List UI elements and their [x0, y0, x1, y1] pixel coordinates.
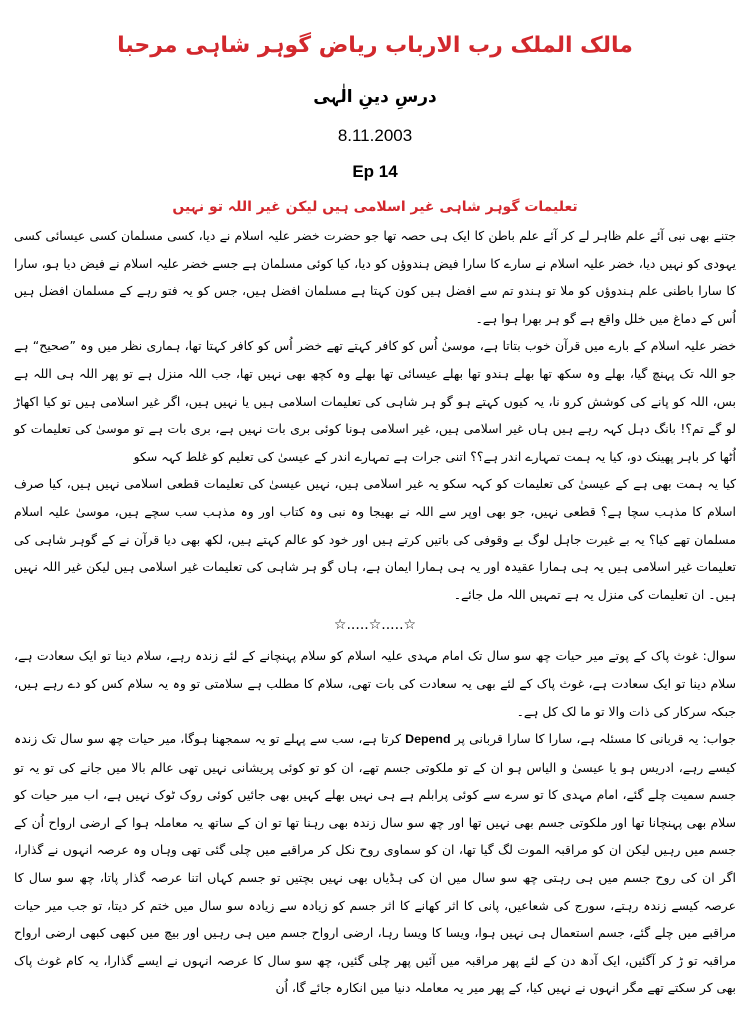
star-separator: ☆.....☆.....☆ — [333, 617, 417, 634]
paragraph-2: خضر علیہ اسلام کے بارے میں قرآن خوب بتاتا ہے، موسیٰ اُس کو کافر کہتے تھے خضر اُس کو کافر کہتا تھا، ہماری نظر میں وہ ”صحیح“ ہے جو اللہ تک پہنچ گیا، بھلے وہ سکھ تھا بھلے ہندو تھا بھلے عیسائی تھا بھلے وہ کچھ بھی نہیں تھا، جب اللہ منزل ہے تو پھر اللہ ہی اللہ ہے بس، اللہ کو پانے کی کوشش کرو نا، یہ کیوں کہتے ہو گو ہر شاہی کی تعلیمات اسلامی ہیں یا نہیں ہیں، اگر غیر اسلامی ہیں تو کیا اکھاڑ لو گے تم؟! بانگ دہل کہہ رہے ہیں ہاں غیر اسلامی ہیں، غیر اسلامی ہونا کوئی بری بات نہیں ہے، بری بات ہے تو موسیٰ کی تعلیمات کو اُٹھا کر باہر پھینک دو، کیا یہ ہمت تمہارے اندر ہے؟؟ اتنی جرات ہے تمہارے اندر کے عیسیٰ کی تعلیم کو غلط کہہ سکو — [14, 338, 736, 464]
question-paragraph: سوال: غوث پاک کے پوتے میر حیات چھ سو سال تک امام مہدی علیہ اسلام کو سلام پہنچانے کے لئے زندہ رہے، سلام دینا تو ایک سعادت ہے، سلام دینا تو ایک سعادت ہے، غوث پاک کے لئے بھی یہ سعادت کی بات تھی، سلام کا مطلب ہے سلامتی تو وہ یہ سلام کس کو دے رہے ہیں، جبکہ سرکار کی ذات والا تو ما لک کل ہے۔ — [14, 648, 736, 719]
paragraph-3: کیا یہ ہمت بھی ہے کے عیسیٰ کی تعلیمات کو کہہ سکو یہ غیر اسلامی ہیں، نہیں عیسیٰ کی تعلیمات قطعی اسلامی نہیں ہیں، کیا صرف اسلام کا مذہب سچا ہے؟ قطعی نہیں، جو بھی اوپر سے اللہ نے بھیجا وہ نبی وہ کتاب اور وہ مذہب سب سچے ہیں، موسیٰ علیہ اسلام مسلمان تھے کیا؟ یہ بے غیرت جاہل لوگ بے وقوفی کی باتیں کرتے ہیں اور خود کو عالم کہتے ہیں، لکھ بھی دیا قرآن نے کے گوہر شاہی کی تعلیمات غیر اسلامی ہیں یہ ہی ہمارا عقیدہ اور یہ ہی ہمارا ایمان ہے، ہاں گو ہر شاہی کی تعلیمات غیر اسلامی ہیں لیکن غیر اللہ نہیں ہیں۔ ان تعلیمات کی منزل یہ ہے تمہیں اللہ مل جائے۔ — [14, 476, 736, 602]
answer-latin-word: Depend — [405, 732, 451, 747]
answer-paragraph — [14, 725, 736, 1002]
answer-prefix: جواب: یہ قربانی کا مسئلہ ہے، سارا کا سارا قربانی پر — [454, 731, 736, 747]
page-title: مالک الملک رب الارباب ریاض گوہر شاہی مرحبا — [117, 33, 633, 58]
section-heading: تعلیمات گوہر شاہی غیر اسلامی ہیں لیکن غیر اللہ تو نہیں — [172, 199, 578, 215]
episode-label: Ep 14 — [352, 162, 398, 181]
paragraph-1: جتنے بھی نبی آئے علم ظاہر لے کر آئے علم باطن کا ایک ہی حصہ تھا جو حضرت خضر علیہ اسلام نے دیا، کسی مسلمان کسی عیسائی کسی یہودی کو نہیں دیا، خضر علیہ اسلام نے سارے کا سارا فیض ہندوؤں کو دیا، کیا کوئی مسلمان ہے جسے خضر علیہ اسلام نے فیض دیا ہو، سارا کا سارا باطنی علم ہندوؤں کو ملا تو ہندو تم سے افضل ہیں کون کہتا ہے مسلمان افضل ہیں، جس کو یہ فتو رہے کے مسلمان افضل ہیں اُس کے دماغ میں خلل واقع ہے گو ہر بھرا ہوا ہے۔ — [14, 228, 736, 326]
answer-rest: کرتا ہے، سب سے پہلے تو یہ سمجھنا ہوگا، میر حیات چھ سو سال تک زندہ کیسے رہے، ادریس ہو یا عیسیٰ و الیاس ہو ان کے تو ملکوتی جسم تھے، ان کو تو کوئی پریشانی نہیں تھی عالم بالا میں جانے کی تو یہ تو جسم سمیت چلے گئے، امام مہدی کا تو سرے سے کوئی پرابلم ہے ہی نہیں بھلے کہیں بھی جائیں کوئی روک ٹوک نہیں ہے، اب میر حیات کو سلام بھی پہنچانا تھا اور ملکوتی جسم بھی نہیں تھا اور چھ سو سال زندہ بھی رہنا تھا تو ان کے ساتھ یہ معاملہ ہوا کے ارضی ارواح اُن کے جسم میں رہیں لیکن ان کو مراقبہ الموت لگ گیا تھا، ان کو سماوی روح نکل کر مراقبے میں چلی گئی تھی وہاں وہ عرصہ انہوں نے گذارا، اگر ان کی روح جسم میں ہی رہتی چھ سو سال میں ان کی ہڈیاں بھی نہیں بچتیں تو جسم کہاں اتنا عرصہ گذار پاتا، چھ سو سال کا عرصہ کیسے زندہ رہتے، سورج کی شعاعیں، پانی کا اثر کھانے کا اثر جسم کو زیادہ سے زیادہ سو سال میں ختم کر دیتا، تو جب میر حیات مراقبے میں چلے گئے، جسم استعمال ہی نہیں ہوا، ویسا کا ویسا رہا، ارضی ارواح جسم میں ہی رہیں اور بیچ میں کبھی کبھی ارضی ارواح مراقبہ تو ڑ کر آگئیں، ایک آدھ دن کے لئے پھر مراقبہ میں آئیں پھر چلی گئیں، چھ سو سال کا عرصہ انہوں نے ایسے گذارا، یہ کام غوث پاک بھی کر سکتے تھے مگر انہوں نے نہیں کیا، کے پھر میر یہ معاملہ دنیا میں انکارہ جائے گا، اُن — [14, 731, 736, 996]
lecture-date: 8.11.2003 — [337, 126, 413, 145]
page-subtitle: درسِ دینِ الٰہی — [313, 87, 437, 107]
